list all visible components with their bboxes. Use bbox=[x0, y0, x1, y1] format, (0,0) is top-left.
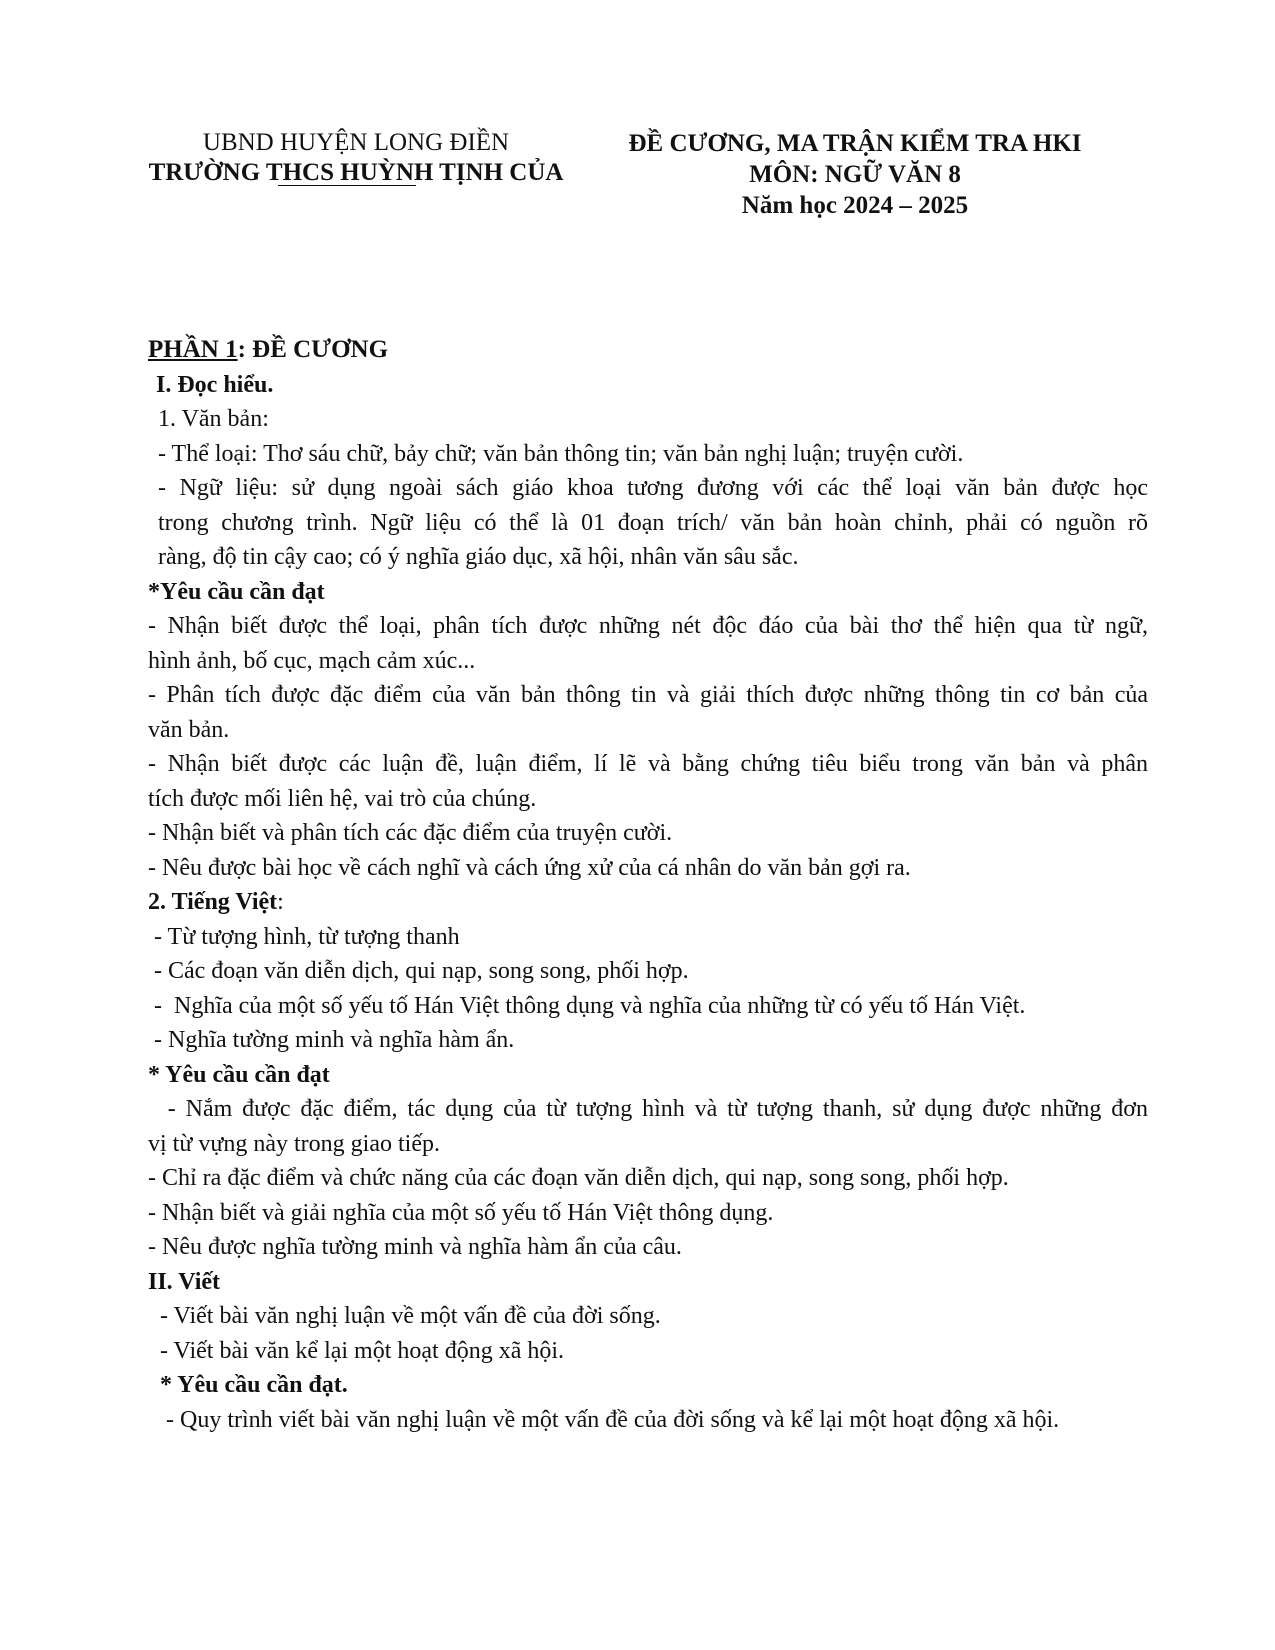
reading-req2-line2: văn bản. bbox=[148, 716, 230, 743]
vietnamese-heading-colon: : bbox=[277, 889, 284, 915]
header-left bbox=[146, 128, 566, 188]
part1-label: PHẦN 1 bbox=[148, 336, 238, 363]
writing-heading: II. Viết bbox=[148, 1268, 220, 1295]
vietnamese-req1-line1: - Nắm được đặc điểm, tác dụng của từ tượng hình và từ tượng thanh, sử dụng được những đơn bbox=[148, 1096, 1148, 1122]
vietnamese-req1-line2: vị từ vựng này trong giao tiếp. bbox=[148, 1130, 440, 1157]
writing-item: - Viết bài văn kể lại một hoạt động xã hội. bbox=[148, 1337, 565, 1364]
header-underline bbox=[278, 185, 416, 186]
reading-req3-line1: - Nhận biết được các luận đề, luận điểm, lí lẽ và bằng chứng tiêu biểu trong văn bản và phân bbox=[148, 751, 1148, 777]
reading-material-line1: - Ngữ liệu: sử dụng ngoài sách giáo khoa tương đương với các thể loại văn bản được học bbox=[158, 475, 1148, 501]
reading-req1-line1: - Nhận biết được thể loại, phân tích được những nét độc đáo của bài thơ thể hiện qua từ ngữ, bbox=[148, 613, 1148, 639]
writing-req-heading: * Yêu cầu cần đạt. bbox=[148, 1372, 348, 1398]
vietnamese-item: - Các đoạn văn diễn dịch, qui nạp, song song, phối hợp. bbox=[148, 958, 689, 984]
reading-genre: - Thể loại: Thơ sáu chữ, bảy chữ; văn bản thông tin; văn bản nghị luận; truyện cười. bbox=[158, 440, 964, 467]
writing-item: - Viết bài văn nghị luận về một vấn đề của đời sống. bbox=[148, 1303, 661, 1329]
reading-material-line3: ràng, độ tin cậy cao; có ý nghĩa giáo dục, xã hội, nhân văn sâu sắc. bbox=[158, 544, 799, 570]
district-name: UBND HUYỆN LONG ĐIỀN bbox=[202, 129, 510, 156]
reading-req2-line1: - Phân tích được đặc điểm của văn bản thông tin và giải thích được những thông tin cơ bản của bbox=[148, 682, 1148, 708]
vietnamese-req3: - Nhận biết và giải nghĩa của một số yếu tố Hán Việt thông dụng. bbox=[148, 1199, 774, 1226]
vietnamese-heading-text: 2. Tiếng Việt bbox=[148, 889, 278, 915]
subject-title: MÔN: NGỮ VĂN 8 bbox=[749, 161, 961, 188]
reading-req1-line2: hình ảnh, bố cục, mạch cảm xúc... bbox=[148, 647, 476, 674]
reading-req3-line2: tích được mối liên hệ, vai trò của chúng. bbox=[148, 785, 537, 812]
school-name: TRƯỜNG THCS HUỲNH TỊNH CỦA bbox=[148, 159, 564, 186]
vietnamese-item: - Nghĩa tường minh và nghĩa hàm ẩn. bbox=[148, 1027, 515, 1053]
document-body bbox=[148, 333, 1148, 1437]
header-right bbox=[610, 128, 1100, 221]
reading-req5: - Nêu được bài học về cách nghĩ và cách ứng xử của cá nhân do văn bản gợi ra. bbox=[148, 854, 911, 881]
writing-req1: - Quy trình viết bài văn nghị luận về một vấn đề của đời sống và kể lại một hoạt động xã hội. bbox=[148, 1406, 1060, 1433]
vietnamese-req2: - Chỉ ra đặc điểm và chức năng của các đoạn văn diễn dịch, qui nạp, song song, phối hợp. bbox=[148, 1165, 1009, 1191]
reading-req-heading: *Yêu cầu cần đạt bbox=[148, 578, 325, 605]
vietnamese-req-heading: * Yêu cầu cần đạt bbox=[148, 1061, 330, 1088]
vietnamese-heading bbox=[148, 885, 1148, 920]
part1-heading bbox=[148, 333, 1148, 368]
vietnamese-item: - Nghĩa của một số yếu tố Hán Việt thông dụng và nghĩa của những từ có yếu tố Hán Việt. bbox=[148, 992, 1026, 1019]
school-year: Năm học 2024 – 2025 bbox=[741, 192, 969, 219]
vietnamese-req4: - Nêu được nghĩa tường minh và nghĩa hàm ẩn của câu. bbox=[148, 1234, 682, 1260]
reading-heading: I. Đọc hiểu. bbox=[156, 371, 274, 398]
reading-sub1: 1. Văn bản: bbox=[158, 406, 269, 432]
part1-title: : ĐỀ CƯƠNG bbox=[237, 336, 389, 363]
reading-req4: - Nhận biết và phân tích các đặc điểm của truyện cười. bbox=[148, 820, 673, 846]
document-title: ĐỀ CƯƠNG, MA TRẬN KIỂM TRA HKI bbox=[628, 130, 1082, 157]
reading-material-line2: trong chương trình. Ngữ liệu có thể là 01 đoạn trích/ văn bản hoàn chỉnh, phải có nguồn rõ bbox=[158, 509, 1148, 536]
vietnamese-item: - Từ tượng hình, từ tượng thanh bbox=[148, 923, 460, 950]
